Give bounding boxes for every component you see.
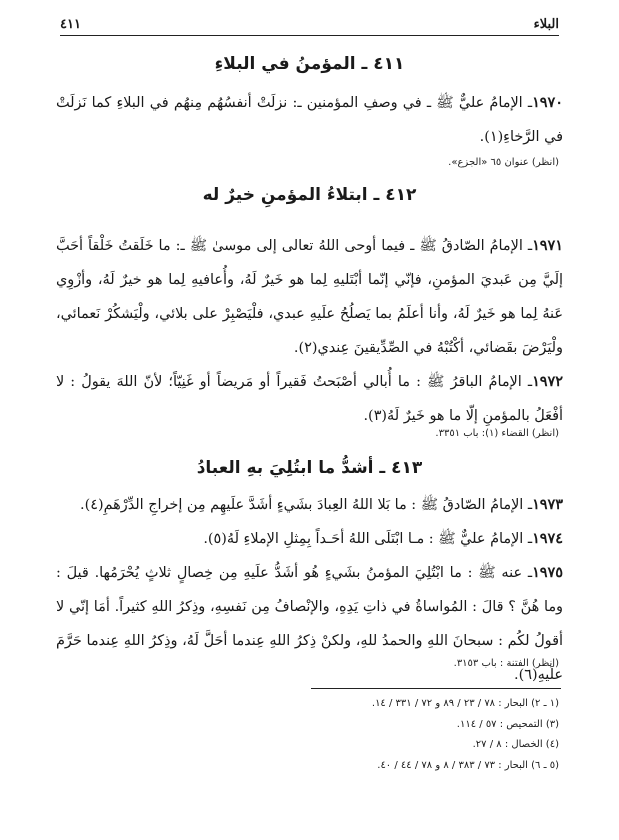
hadith-paragraph [56, 556, 563, 692]
hadith-number: ١٩٧٠ [532, 94, 563, 111]
hadith-text: ـ الإمامُ عليٌّ ﷺ ـ في وصفِ المؤمنين ـ: نزلَتْ أنفسُهُم مِنهُم في البلاءِ كما نَزلَتْ في الرَّخاءِ(١). [56, 95, 563, 145]
section-heading: ٤١٣ ـ أشدُّ ما ابتُلِيَ بهِ العبادُ [196, 458, 423, 478]
hadith-text: ـ الإمامُ الصّادقُ ﷺ : ما بَلا اللهُ العِبادَ بشَيءٍ أشَدَّ علَيهِم مِن إخراجِ الدِّرْهَمِ(٤). [80, 497, 533, 513]
hadith-text: ـ عنه ﷺ : ما ابْتُلِيَ المؤمنُ بشَيءٍ هُو أشَدُّ علَيهِ مِن خِصالٍ ثلاثٍ يُحْرَمُها. قيلَ : وما هُنَّ ؟ قالَ : المُواساةُ في ذاتِ يَدِهِ، والإنْصافُ مِن نَفسِهِ، وذِكرُ اللهِ كثيراً. أمَا إنّي لا أقولُ لكُم : سبحانَ اللهِ والحمدُ للهِ، ولكنْ ذِكرُ اللهِ عِندما أحَلَّ لَهُ، وذِكرُ اللهِ عِندما حَرَّمَ علَيهِ(٦). [56, 565, 563, 683]
footnote: (١ ـ ٢) البحار : ٧٨ / ٢٣ / ٨٩ و ٧٢ / ٣٣١ / ١٤. [371, 698, 559, 709]
running-head [60, 10, 559, 36]
hadith-number: ١٩٧٥ [532, 564, 563, 581]
hadith-number: ١٩٧٤ [532, 530, 563, 547]
footnotes [60, 694, 559, 776]
section-heading: ٤١١ ـ المؤمنُ في البلاءِ [214, 54, 405, 74]
footnote: (٣) التمحيص : ٥٧ / ١١٤. [456, 718, 559, 730]
footnote: (٤) الخصال : ٨ / ٢٧. [472, 739, 559, 750]
hadith-number: ١٩٧٢ [532, 373, 563, 390]
hadith-paragraph [56, 488, 563, 522]
page-number: ٤١١ [60, 17, 81, 32]
section-heading: ٤١٢ ـ ابتلاءُ المؤمنِ خيرٌ له [202, 185, 417, 205]
hadith-number: ١٩٧١ [532, 237, 563, 254]
footnote: (٥ ـ ٦) البحار : ٧٣ / ٣٨٣ / ٨ و ٧٨ / ٤٤ / ٤٠. [377, 759, 559, 771]
hadith-paragraph [56, 365, 563, 433]
cross-reference: (انظر) القضاء (١): باب ٣٣٥١. [435, 428, 559, 439]
hadith-text: ـ الإمامُ الباقرُ ﷺ : ما أُبالي أصْبَحتُ فَقيراً أو مَريضاً أو غَنِيّاً؛ لأنّ اللهَ يقولُ : لا أفْعَلُ بالمؤمنِ إلّا ما هو خَيرٌ لَهُ(٣). [56, 374, 563, 424]
hadith-number: ١٩٧٣ [532, 496, 563, 513]
cross-reference: (انظر) عنوان ٦٥ «الجزع». [448, 157, 559, 168]
hadith-paragraph [56, 522, 563, 556]
hadith-paragraph [56, 229, 563, 365]
hadith-text: ـ الإمامُ عليٌّ ﷺ : مـا ابْتَلَى اللهُ أحَـداً بِمِثلِ الإملاءِ لَهُ(٥). [203, 531, 533, 547]
running-head-title: البلاء [533, 17, 559, 32]
hadith-paragraph [56, 86, 563, 154]
footnote-separator [311, 688, 561, 689]
cross-reference: (انظر) الفتنة : باب ٣١٥٣. [453, 658, 559, 669]
hadith-text: ـ الإمامُ الصّادقُ ﷺ ـ فيما أوحى اللهُ تعالى إلى موسىٰ ﷺ ـ: ما خَلَقتُ خَلْقاً أحَبَّ إلَيَّ مِن عَبديَ المؤمنِ، فإنّي إنّما أبْتَليهِ لِما هو خَيرٌ لَهُ، وأُعافيهِ لِما هو خيرٌ لَهُ، وأزْوِي عَنهُ لِما هو خَيرٌ لَهُ، وأنا أعلَمُ بما يَصلُحُ علَيهِ عبدي، فلْيَصْبِرْ على بلائي، ولْيَشكُرْ نَعمائي، ولْيَرْضَ بقَضائي، أكْتُبْهُ في الصِّدِّيقينَ عِندي(٢). [56, 238, 563, 356]
